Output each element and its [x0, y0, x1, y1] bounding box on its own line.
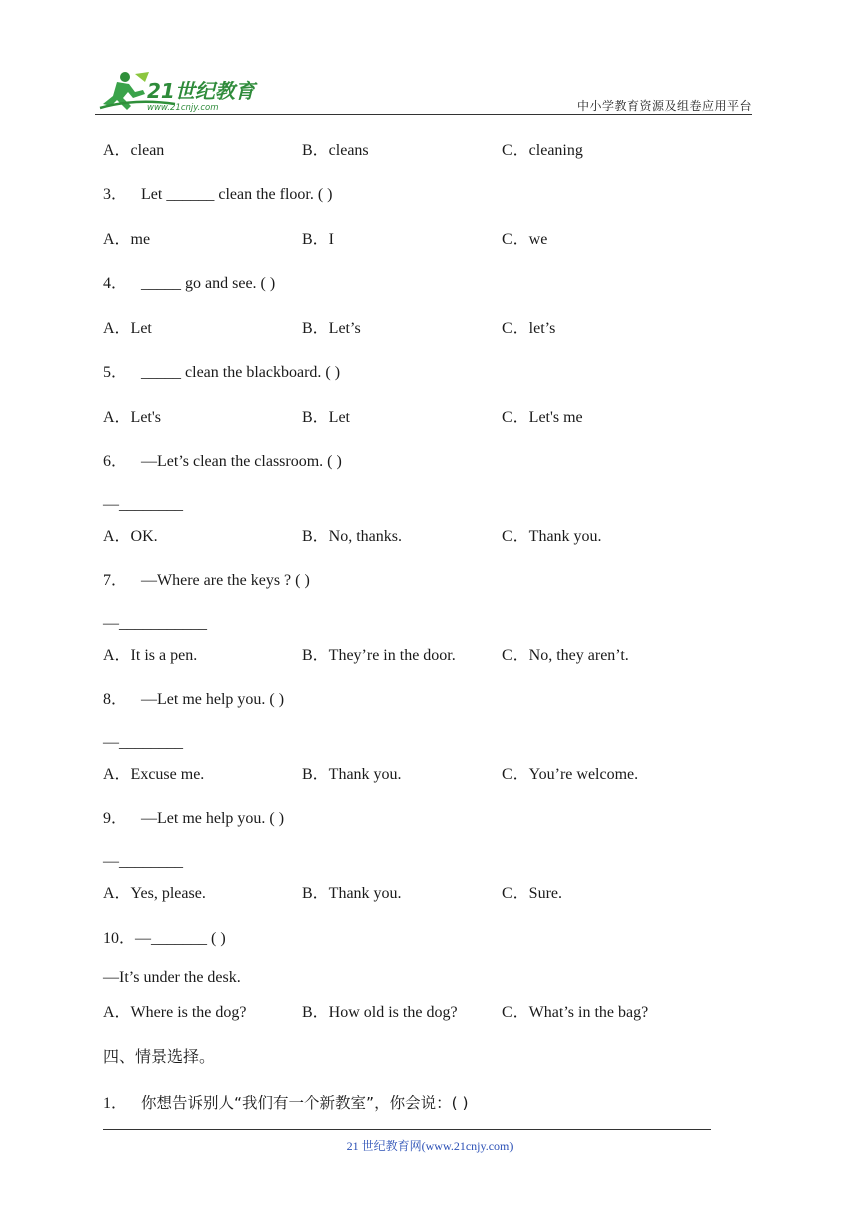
- q5-option-a: A．Let's: [103, 409, 161, 426]
- q2-option-b: B．cleans: [302, 142, 369, 159]
- logo: [95, 68, 265, 114]
- header-divider: [95, 114, 752, 115]
- q10-option-a: A．Where is the dog?: [103, 1004, 247, 1021]
- page-header: [95, 66, 752, 116]
- q8-answer-line: —________: [103, 734, 183, 751]
- q7-option-a: A．It is a pen.: [103, 647, 198, 664]
- footer-divider: [103, 1129, 711, 1130]
- q5-option-b: B．Let: [302, 409, 350, 426]
- q10-option-c: C．What’s in the bag?: [502, 1004, 649, 1021]
- q3-option-a: A．me: [103, 231, 151, 248]
- q6-option-a: A．OK.: [103, 528, 158, 545]
- q10-option-b: B．How old is the dog?: [302, 1004, 458, 1021]
- q9-option-b: B．Thank you.: [302, 885, 402, 902]
- question-7: 7． —Where are the keys ? ( ): [103, 572, 310, 589]
- q3-option-c: C．we: [502, 231, 548, 248]
- q4-option-a: A．Let: [103, 320, 152, 337]
- question-4: 4． _____ go and see. ( ): [103, 275, 276, 292]
- runner-logo-icon: [95, 68, 265, 114]
- q7-option-b: B．They’re in the door.: [302, 647, 456, 664]
- q6-option-c: C．Thank you.: [502, 528, 602, 545]
- q7-option-c: C．No, they aren’t.: [502, 647, 629, 664]
- q3-option-b: B．I: [302, 231, 335, 248]
- q8-option-a: A．Excuse me.: [103, 766, 205, 783]
- q4-option-c: C．let’s: [502, 320, 556, 337]
- question-8: 8． —Let me help you. ( ): [103, 691, 285, 708]
- q9-answer-line: —________: [103, 853, 183, 870]
- q6-option-b: B．No, thanks.: [302, 528, 403, 545]
- q10-answer-line: —It’s under the desk.: [103, 969, 241, 986]
- q9-option-a: A．Yes, please.: [103, 885, 206, 902]
- question-6: 6． —Let’s clean the classroom. ( ): [103, 453, 342, 470]
- question-9: 9． —Let me help you. ( ): [103, 810, 285, 827]
- question-10: 10．—_______ ( ): [103, 930, 226, 947]
- q9-option-c: C．Sure.: [502, 885, 563, 902]
- platform-title: 中小学教育资源及组卷应用平台: [576, 99, 752, 113]
- svg-text:www.21cnjy.com: www.21cnjy.com: [147, 103, 219, 113]
- q2-option-c: C．cleaning: [502, 142, 583, 159]
- q5-option-c: C．Let's me: [502, 409, 583, 426]
- q6-answer-line: —________: [103, 496, 183, 513]
- question-5: 5． _____ clean the blackboard. ( ): [103, 364, 341, 381]
- svg-text:21世纪教育: 21世纪教育: [147, 79, 255, 103]
- section-title: 四、情景选择。: [103, 1047, 216, 1066]
- q4-option-b: B．Let’s: [302, 320, 361, 337]
- section-question-1: 1． 你想告诉别人“我们有一个新教室”，你会说：( ): [103, 1094, 469, 1112]
- question-3: 3． Let ______ clean the floor. ( ): [103, 186, 333, 203]
- q2-option-a: A．clean: [103, 142, 165, 159]
- q8-option-b: B．Thank you.: [302, 766, 402, 783]
- page-footer: 21 世纪教育网(www.21cnjy.com): [346, 1139, 514, 1153]
- q8-option-c: C．You’re welcome.: [502, 766, 639, 783]
- q7-answer-line: —___________: [103, 615, 207, 632]
